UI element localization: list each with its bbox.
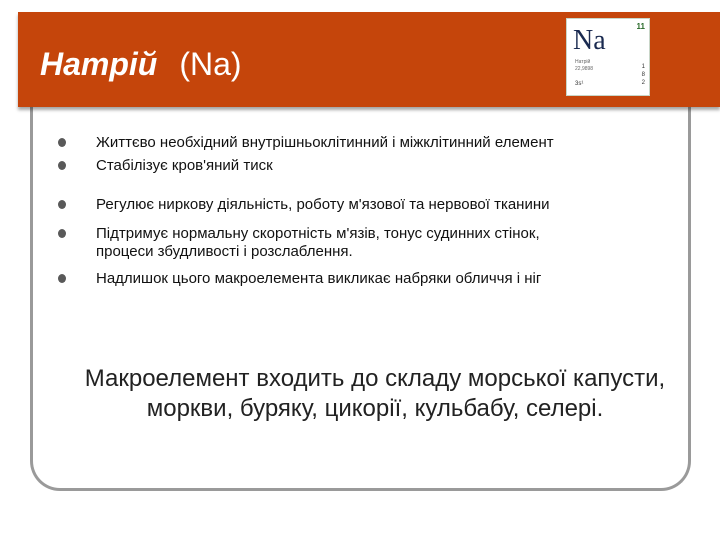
bullet-text: Підтримує нормальну скоротність м'язів, тонус судинних стінок, процеси збудливості і розслаблення. [96, 225, 540, 260]
title-symbol: (Na) [179, 46, 242, 82]
bullet-text: Надлишок цього макроелемента викликає набряки обличчя і ніг [96, 270, 542, 287]
bullet-text: Стабілізує кров'яний тиск [96, 157, 273, 174]
bullet-text: Регулює ниркову діяльність, роботу м'язової та нервової тканини [96, 196, 550, 213]
element-configuration: 3s¹ [575, 81, 584, 87]
element-shell: 2 [641, 80, 645, 86]
periodic-element-card [566, 18, 650, 96]
bullet-icon [58, 229, 66, 238]
element-shell: 8 [641, 72, 645, 78]
slide-title [40, 46, 242, 83]
bullet-icon [58, 138, 66, 147]
note-text: Макроелемент входить до складу морської капусти, моркви, буряку, цикорії, кульбабу, селері. [84, 365, 666, 422]
bullet-icon [58, 200, 66, 209]
element-mass: 22,9898 [575, 66, 594, 72]
element-name: Натрій [575, 59, 591, 65]
element-shells [642, 63, 645, 87]
title-name: Натрій [40, 46, 158, 82]
bullet-icon [58, 274, 66, 283]
element-shell: 1 [641, 64, 645, 70]
bullet-icon [58, 161, 66, 170]
element-symbol: Na [573, 25, 606, 56]
bullet-text: Життєво необхідний внутрішньоклітинний і міжклітинний елемент [96, 134, 554, 151]
element-atomic-number: 11 [636, 22, 645, 31]
title-bar [18, 12, 720, 107]
